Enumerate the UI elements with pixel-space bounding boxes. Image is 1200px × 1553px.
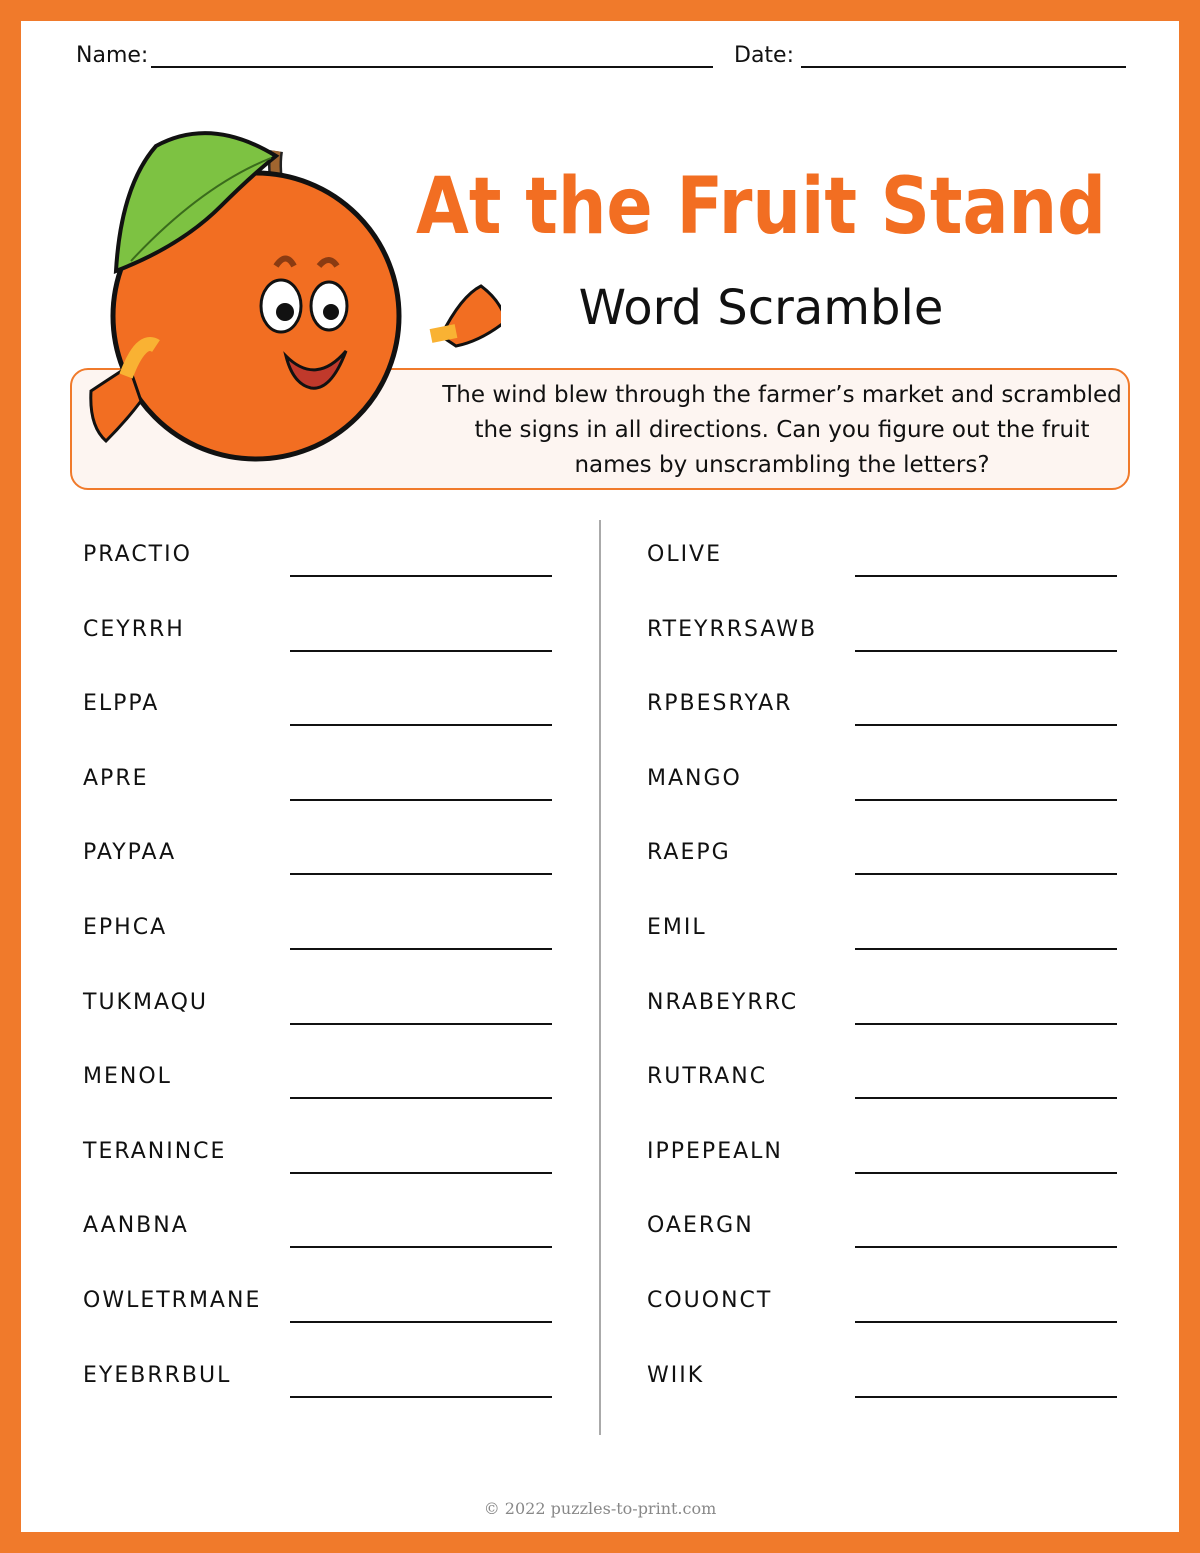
answer-line[interactable] [290, 799, 552, 801]
answer-line[interactable] [855, 1172, 1117, 1174]
worksheet-subtitle: Word Scramble [578, 280, 944, 336]
answer-line[interactable] [290, 1246, 552, 1248]
answer-line[interactable] [290, 1097, 552, 1099]
column-divider [599, 520, 601, 1435]
answer-line[interactable] [855, 1396, 1117, 1398]
scrambled-word: RAEPG [647, 840, 731, 866]
scrambled-word: RTEYRRSAWB [647, 616, 818, 642]
scrambled-word: EYEBRRBUL [83, 1362, 232, 1388]
instructions-text: The wind blew through the farmer’s market and scrambled the signs in all directions. Can you figure out the fruit names by unscrambling the letters? [442, 382, 1122, 478]
scrambled-word: EPHCA [83, 915, 168, 940]
answer-line[interactable] [290, 1396, 552, 1398]
worksheet-page [21, 21, 1179, 1532]
scrambled-word: COUONCT [647, 1288, 773, 1313]
date-label: Date: [734, 43, 794, 68]
copyright-footer: © 2022 puzzles-to-print.com [483, 1499, 717, 1518]
name-label: Name: [76, 43, 149, 68]
worksheet-title-text: At the Fruit Stand [416, 162, 1106, 252]
scrambled-word: MENOL [83, 1064, 172, 1090]
scrambled-word: OAERGN [647, 1213, 754, 1239]
answer-line[interactable] [855, 650, 1117, 652]
answer-line[interactable] [290, 1023, 552, 1025]
scrambled-word: WIIK [647, 1362, 705, 1388]
scrambled-word: OWLETRMANE [83, 1288, 262, 1313]
answer-line[interactable] [855, 1023, 1117, 1025]
answer-line[interactable] [290, 1321, 552, 1323]
answer-line[interactable] [855, 575, 1117, 577]
scrambled-word: TERANINCE [83, 1138, 227, 1164]
answer-line[interactable] [290, 948, 552, 950]
scrambled-word: PRACTIO [83, 542, 192, 567]
scrambled-word: AANBNA [83, 1213, 189, 1239]
answer-line[interactable] [855, 799, 1117, 801]
answer-line[interactable] [855, 1246, 1117, 1248]
answer-line[interactable] [855, 724, 1117, 726]
answer-line[interactable] [855, 948, 1117, 950]
scrambled-word: ELPPA [83, 691, 160, 717]
scrambled-word: APRE [83, 765, 149, 791]
scrambled-word: NRABEYRRC [647, 989, 799, 1015]
date-field[interactable] [801, 66, 1126, 68]
answer-line[interactable] [290, 575, 552, 577]
scrambled-word: RPBESRYAR [647, 691, 793, 717]
scrambled-word: MANGO [647, 765, 742, 791]
answer-line[interactable] [290, 724, 552, 726]
answer-line[interactable] [290, 873, 552, 875]
answer-line[interactable] [855, 873, 1117, 875]
worksheet-title [416, 161, 1106, 256]
scrambled-word: EMIL [647, 915, 707, 940]
scrambled-word: CEYRRH [83, 616, 185, 642]
scrambled-word: PAYPAA [83, 840, 177, 866]
scrambled-word: TUKMAQU [83, 989, 209, 1015]
scrambled-word: OLIVE [647, 542, 723, 567]
answer-line[interactable] [290, 1172, 552, 1174]
answer-line[interactable] [290, 650, 552, 652]
scrambled-word: RUTRANC [647, 1064, 768, 1090]
name-field[interactable] [151, 66, 713, 68]
scrambled-word: IPPEPEALN [647, 1138, 783, 1164]
answer-line[interactable] [855, 1321, 1117, 1323]
answer-line[interactable] [855, 1097, 1117, 1099]
